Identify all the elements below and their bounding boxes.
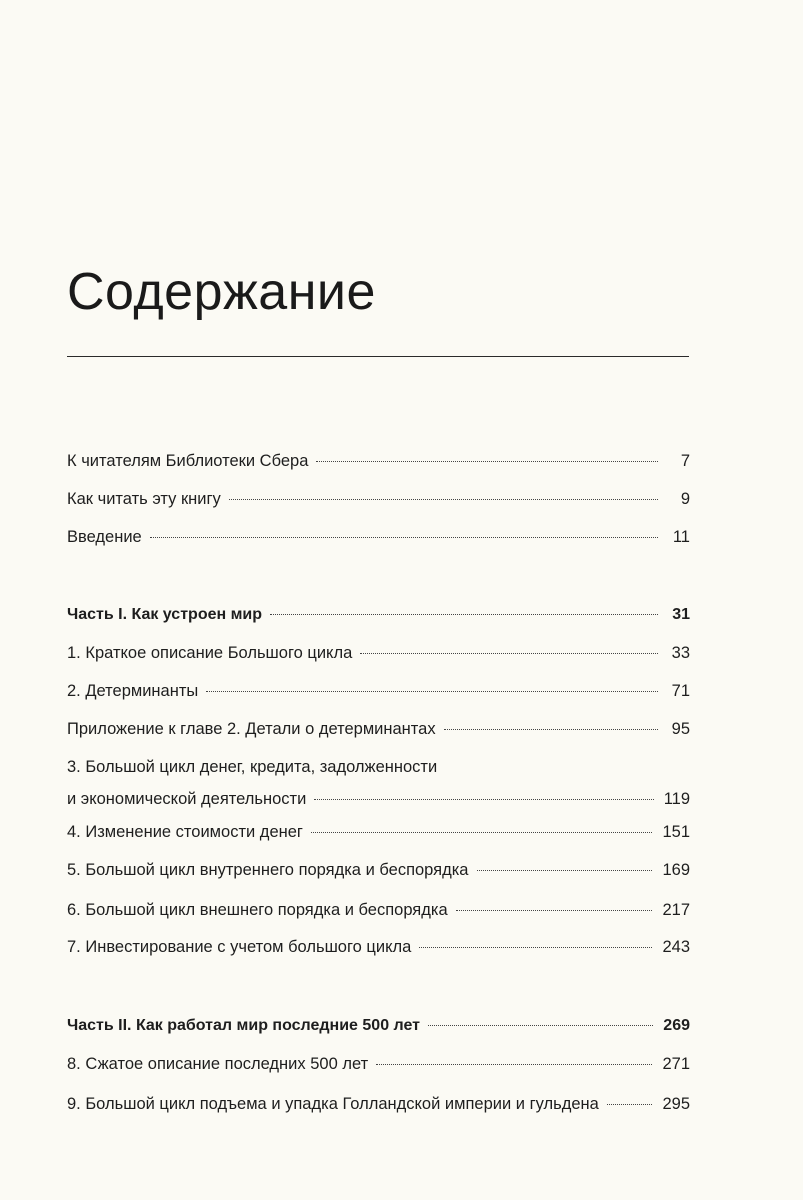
toc-page-number: 169 [662, 861, 690, 879]
dot-leader [444, 729, 658, 730]
toc-entry-label: 4. Изменение стоимости денег [67, 823, 303, 841]
dot-leader [419, 947, 652, 948]
toc-page-number: 33 [671, 644, 690, 662]
toc-entry-appendix-2[interactable] [67, 719, 690, 739]
toc-entry-chapter-5[interactable] [67, 860, 690, 880]
toc-page-number: 31 [672, 606, 690, 623]
toc-part-label: Часть I. Как устроен мир [67, 606, 263, 623]
dot-leader [311, 832, 653, 833]
toc-entry-label-line1: 3. Большой цикл денег, кредита, задолженности [67, 758, 438, 776]
toc-entry-chapter-8[interactable] [67, 1054, 690, 1074]
toc-entry-label: К читателям Библиотеки Сбера [67, 452, 309, 470]
toc-entry-introduction[interactable] [67, 527, 690, 547]
toc-entry-chapter-2[interactable] [67, 681, 690, 701]
toc-entry-label: 1. Краткое описание Большого цикла [67, 644, 353, 662]
toc-page-number: 271 [662, 1055, 690, 1073]
toc-entry-label: 7. Инвестирование с учетом большого цикла [67, 938, 412, 956]
toc-entry-label: Как читать эту книгу [67, 490, 221, 508]
toc-page-number: 9 [680, 490, 690, 508]
toc-page-number: 7 [680, 452, 690, 470]
toc-page-number: 269 [663, 1017, 690, 1034]
toc-entry-label: Введение [67, 528, 142, 546]
toc-entry-chapter-1[interactable] [67, 643, 690, 663]
toc-entry-label: 2. Детерминанты [67, 682, 199, 700]
toc-entry-part-1[interactable] [67, 605, 690, 625]
dot-leader [477, 870, 653, 871]
toc-entry-label: Приложение к главе 2. Детали о детерминантах [67, 720, 436, 738]
toc-entry-how-to-read[interactable] [67, 489, 690, 509]
dot-leader [316, 461, 658, 462]
toc-page-number: 151 [662, 823, 690, 841]
page-title: Содержание [67, 263, 376, 321]
toc-page-number: 295 [662, 1095, 690, 1113]
dot-leader [206, 691, 658, 692]
dot-leader [607, 1104, 653, 1105]
toc-entry-readers[interactable] [67, 451, 690, 471]
toc-entry-label: 6. Большой цикл внешнего порядка и беспорядка [67, 901, 448, 919]
toc-entry-chapter-9[interactable] [67, 1094, 690, 1114]
toc-page-number: 71 [671, 682, 690, 700]
toc-entry-chapter-3[interactable] [67, 757, 690, 809]
toc-entry-chapter-4[interactable] [67, 822, 690, 842]
dot-leader [360, 653, 658, 654]
toc-entry-label-line2: и экономической деятельности [67, 790, 307, 808]
toc-entry-label: 5. Большой цикл внутреннего порядка и беспорядка [67, 861, 469, 879]
dot-leader [150, 537, 658, 538]
toc-entry-part-2[interactable] [67, 1016, 690, 1036]
toc-page-number: 95 [671, 720, 690, 738]
toc-entry-chapter-7[interactable] [67, 937, 690, 957]
toc-page-number: 119 [663, 790, 690, 808]
dot-leader [314, 799, 653, 800]
dot-leader [456, 910, 653, 911]
dot-leader [229, 499, 658, 500]
toc-entry-label: 9. Большой цикл подъема и упадка Голландской империи и гульдена [67, 1095, 599, 1113]
dot-leader [270, 614, 658, 615]
toc-part-label: Часть II. Как работал мир последние 500 лет [67, 1017, 421, 1034]
toc-entry-chapter-6[interactable] [67, 900, 690, 920]
dot-leader [428, 1025, 653, 1026]
toc-page-number: 11 [672, 528, 690, 546]
title-underline [67, 356, 689, 357]
toc-entry-label: 8. Сжатое описание последних 500 лет [67, 1055, 369, 1073]
toc-page-number: 243 [662, 938, 690, 956]
toc-page-number: 217 [662, 901, 690, 919]
dot-leader [376, 1064, 652, 1065]
